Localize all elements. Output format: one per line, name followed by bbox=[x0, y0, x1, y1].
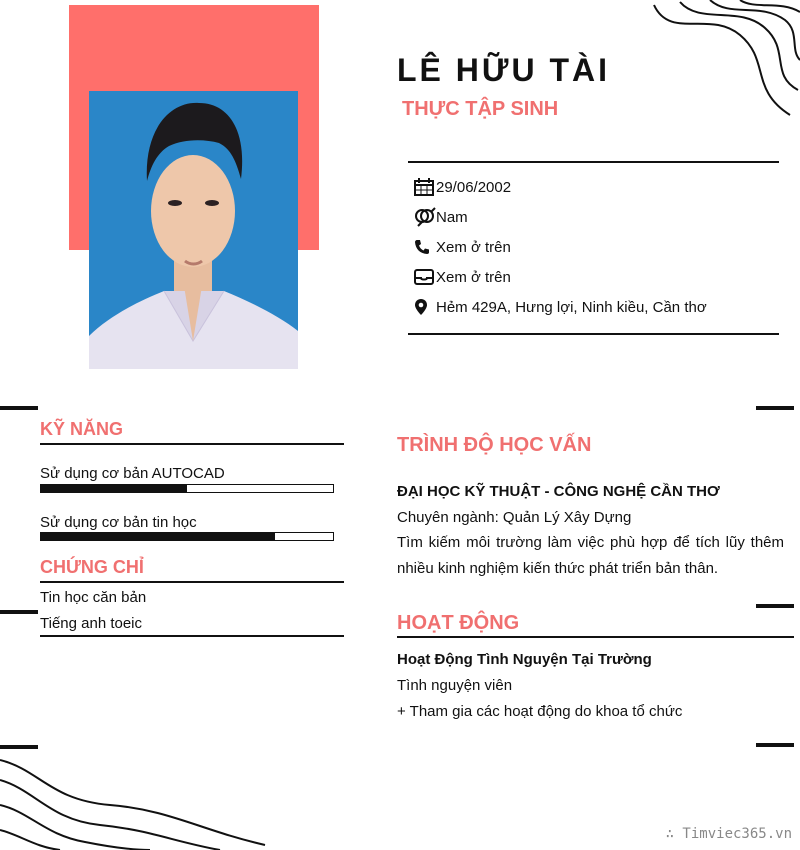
calendar-icon bbox=[414, 177, 436, 197]
activities-title: HOẠT ĐỘNG bbox=[397, 612, 520, 634]
certificates-divider bbox=[40, 581, 344, 583]
watermark: ∴ Timviec365.vn bbox=[665, 826, 792, 842]
activity-role: Tình nguyện viên bbox=[397, 677, 513, 694]
phone-icon bbox=[414, 237, 436, 257]
profile-name: LÊ HỮU TÀI bbox=[397, 52, 610, 88]
contact-item-address: Hẻm 429A, Hưng lợi, Ninh kiều, Cần thơ bbox=[414, 297, 707, 317]
wave-decoration-bottom bbox=[0, 750, 280, 850]
education-description: Tìm kiếm môi trường làm việc phù hợp để tích lũy thêm nhiều kinh nghiệm kiến thức phát triển bản thân. bbox=[397, 534, 784, 577]
edge-dash bbox=[0, 406, 38, 410]
wave-decoration-top bbox=[640, 0, 800, 130]
location-pin-icon bbox=[414, 297, 436, 317]
certificate-item: Tin học căn bản bbox=[40, 589, 147, 606]
edge-dash bbox=[0, 745, 38, 749]
skill-bar-it bbox=[40, 532, 334, 541]
edge-dash bbox=[756, 406, 794, 410]
skill-bar-autocad bbox=[40, 484, 334, 493]
certificate-item: Tiếng anh toeic bbox=[40, 615, 143, 632]
edge-dash bbox=[756, 743, 794, 747]
contact-divider-top bbox=[408, 161, 779, 163]
email-icon bbox=[414, 267, 436, 287]
skills-divider bbox=[40, 443, 344, 445]
school-name: ĐẠI HỌC KỸ THUẬT - CÔNG NGHỆ CẦN THƠ bbox=[397, 483, 720, 500]
skills-title: KỸ NĂNG bbox=[40, 419, 124, 439]
activities-divider bbox=[397, 636, 794, 638]
skill-bar-fill bbox=[41, 533, 275, 540]
activity-detail: + Tham gia các hoạt động do khoa tổ chức bbox=[397, 703, 683, 720]
contact-divider-bottom bbox=[408, 333, 779, 335]
activity-name: Hoạt Động Tình Nguyện Tại Trường bbox=[397, 651, 652, 668]
edge-dash bbox=[756, 604, 794, 608]
skill-bar-fill bbox=[41, 485, 187, 492]
contact-item-birthdate: 29/06/2002 bbox=[414, 177, 511, 197]
profile-role: THỰC TẬP SINH bbox=[402, 98, 559, 120]
profile-photo bbox=[89, 91, 298, 369]
contact-item-phone: Xem ở trên bbox=[414, 237, 511, 257]
education-major: Chuyên ngành: Quản Lý Xây Dựng bbox=[397, 509, 632, 526]
education-title: TRÌNH ĐỘ HỌC VẤN bbox=[397, 434, 592, 456]
gender-icon bbox=[414, 207, 436, 227]
certificates-divider-bottom bbox=[40, 635, 344, 637]
edge-dash bbox=[0, 610, 38, 614]
certificates-title: CHỨNG CHỈ bbox=[40, 557, 144, 577]
skill-label: Sử dụng cơ bản tin học bbox=[40, 514, 197, 531]
contact-item-email: Xem ở trên bbox=[414, 267, 511, 287]
skill-label: Sử dụng cơ bản AUTOCAD bbox=[40, 465, 225, 482]
contact-item-gender: Nam bbox=[414, 207, 468, 227]
